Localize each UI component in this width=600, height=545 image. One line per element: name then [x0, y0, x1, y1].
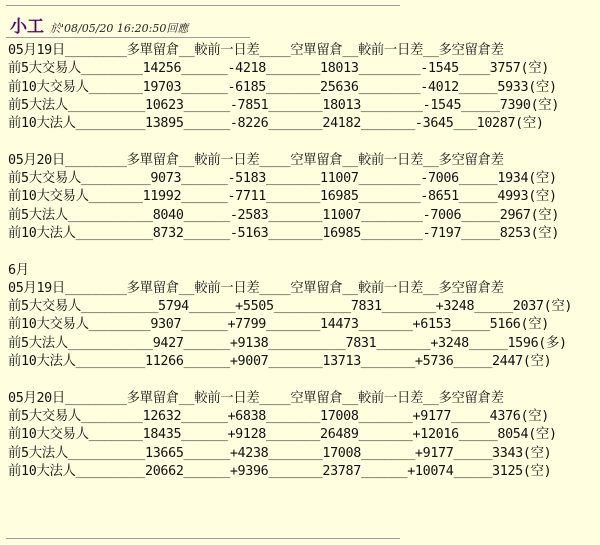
content-line: 前10大法人_________13895______-8226_______24182_______-3645___10287(空): [8, 116, 544, 132]
post-timestamp: 於'08/05/20 16:20:50回應: [50, 22, 189, 35]
content-line: 前5大交易人_________9073______-5183_______11007________-7006_____1934(空): [8, 171, 557, 187]
post-body: [8, 42, 594, 481]
content-line: 前10大交易人_______19703______-6185_______25636________-4012_____5933(空): [8, 79, 557, 95]
content-line: 前10大交易人_______18435______+9128_______26489_______+12016_____8054(空): [8, 427, 557, 443]
content-line: 前5大法人___________9427______+9138__________7831_______+3248_____1596(多): [8, 335, 567, 351]
bottom-divider: [6, 538, 400, 539]
content-line: 前10大交易人________9307______+7799_______14473_______+6153_____5166(空): [8, 317, 549, 333]
content-line: 前5大交易人__________5794______+5505__________7831_______+3248_____2037(空): [8, 299, 573, 315]
content-line: 前5大交易人________14256______-4218_______18013________-1545____3757(空): [8, 61, 549, 77]
post-header: [10, 12, 189, 37]
top-divider: [6, 5, 400, 6]
content-line: 05月19日________多單留倉__較前一日差____空單留倉__較前一日差__多空留倉差: [8, 280, 504, 296]
blank-line: [8, 371, 594, 389]
content-line: 前5大法人__________10623______-7851_______18013________-1545_____7390(空): [8, 97, 560, 113]
content-line: 05月20日________多單留倉__較前一日差____空單留倉__較前一日差__多空留倉差: [8, 152, 504, 168]
blank-line: [8, 133, 594, 151]
content-line: 05月19日________多單留倉__較前一日差____空單留倉__較前一日差__多空留倉差: [8, 43, 504, 58]
content-line: 05月20日________多單留倉__較前一日差____空單留倉__較前一日差__多空留倉差: [8, 390, 504, 406]
content-line: 6月: [8, 262, 29, 278]
content-line: 前5大交易人________12632______+6838_______17008_______+9177_____4376(空): [8, 408, 549, 424]
content-line: 前10大法人_________20662______+9396_______23787______+10074_____3125(空): [8, 463, 552, 479]
blank-line: [8, 243, 594, 261]
content-line: 前10大法人__________8732______-5163_______16985________-7197_____8253(空): [8, 225, 560, 241]
content-line: 前5大法人___________8040______-2583_______11007________-7006_____2967(空): [8, 207, 560, 223]
header-divider: [6, 37, 250, 38]
content-line: 前5大法人__________13665______+4238_______17008_______+9177_____3343(空): [8, 445, 552, 461]
content-line: 前10大法人_________11266______+9007_______13713_______+5736_____2447(空): [8, 354, 552, 370]
content-line: 前10大交易人_______11992______-7711_______16985________-8651_____4993(空): [8, 189, 557, 205]
post-author[interactable]: 小工: [10, 17, 44, 37]
